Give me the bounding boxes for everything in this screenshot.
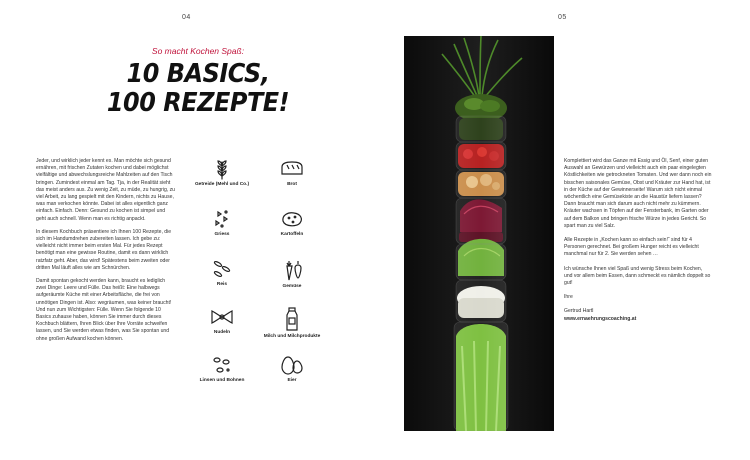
rice-icon	[192, 258, 252, 280]
website-link[interactable]: www.ernaehrungscoaching.at	[564, 315, 637, 322]
intro-paragraph: Damit spontan gekocht werden kann, braucht es lediglich zwei Dinge: Leere und Fülle. Das heißt: Eine halbwegs aufgeräumte Küche mit einer Arbeitsfläche, die frei von unnötigen Dingen ist. Also: wegräumen, was keiner braucht! Und nun zum Wichtigsten: Fülle. Wenn Sie folgende 10 Basics zuhause haben, können Sie immer durch dieses Kochbuch blättern, Ihren Blick über Ihre Vorräte schweifen lassen, und Sie werden etwas finden, was Sie spontan und ohne großen Aufwand kochen können.	[36, 278, 172, 342]
eggs-icon	[262, 354, 322, 376]
basic-item	[262, 306, 322, 340]
title-line-2: 100 REZEPTE!	[106, 88, 290, 118]
closing-paragraph: Ich wünsche Ihnen viel Spaß und wenig Stress beim Kochen, und vor allem beim Essen, dann schmeckt es nämlich doppelt so gut!	[564, 265, 711, 287]
basic-label: Griess	[214, 232, 230, 237]
basic-label: Getreide (Mehl und Co.)	[194, 182, 250, 187]
vegetable-jars-photo	[404, 36, 554, 431]
basic-item	[192, 208, 252, 238]
author-signature: Gertrud Hartl	[564, 308, 594, 315]
intro-paragraph: Jeder, und wirklich jeder kennt es. Man möchte sich gesund ernähren, mit frischen Zutaten kochen und dabei möglichst vielfältige und abwechslungsreiche Mahlzeiten auf den Tisch bringen. Zumindest einmal am Tag. Tja, in der Realität sieht das meist anders aus. Zu wenig Zeit, zu müde, zu hungrig, zu viel Arbeit, zu lang gespielt mit den Kindern, nichts zu Hause, was man verkochen könnte. Dabei ist alles eigentlich ganz einfach. Einfach. Denn: Gesund zu kochen ist simpel und geht auch schnell. Wenn man es richtig anpackt.	[36, 158, 176, 222]
basic-item	[192, 158, 252, 188]
closing-text	[564, 158, 712, 323]
closing-paragraph: Ihre	[564, 294, 573, 301]
vegetable-icon	[262, 258, 322, 282]
milk-icon	[262, 306, 322, 332]
intro-text	[36, 158, 176, 349]
grain-icon	[192, 158, 252, 180]
basic-item	[262, 158, 322, 188]
basic-item	[262, 208, 322, 238]
subtitle: So macht Kochen Spaß:	[151, 46, 245, 56]
basic-label: Eier	[287, 378, 297, 383]
title-line-1: 10 BASICS,	[126, 59, 270, 89]
basic-label: Kartoffeln	[280, 232, 304, 237]
closing-paragraph: Komplettiert wird das Ganze mit Essig und Öl, Senf, einer guten Auswahl an Gewürzen und vielleicht auch ein paar eingelegten Köstlichkeiten wie getrockneten Tomaten. Und wer dann noch ein bisschen saisonales Gemüse, Obst und Kräuter zur Hand hat, ist in der Küche auf der Gewinnerseite! Warum sich nicht einmal wöchentlich eine Gemüsekiste an die Haustür liefern lassen? Dann braucht man sich darum auch nicht mehr zu kümmern. Kräuter wachsen in Töpfen auf der Fensterbank, im Garten oder auf dem Balkon und bringen frische Würze in jedes Gericht. So spart man zu viel Salz.	[564, 158, 712, 229]
pasta-icon	[192, 306, 252, 328]
bread-icon	[262, 158, 322, 180]
page-number-right: 05	[558, 14, 567, 21]
lentils-icon	[192, 354, 252, 376]
basic-item	[192, 306, 252, 336]
basic-label: Brot	[287, 182, 297, 187]
semolina-icon	[192, 208, 252, 230]
basic-label: Linsen und Bohnen	[199, 378, 245, 383]
basic-label: Milch und Milchprodukte	[263, 334, 321, 339]
page-title	[100, 60, 295, 118]
page-number-left: 04	[182, 14, 191, 21]
basic-item	[192, 258, 252, 288]
basics-grid	[192, 158, 332, 394]
basic-label: Gemüse	[282, 284, 302, 289]
intro-paragraph: In diesem Kochbuch präsentiere ich Ihnen 100 Rezepte, die sich im Handumdrehen zubereiten lassen. Ich gebe zu: vielleicht nicht immer beim ersten Mal. Für jedes Rezept benötigt man eine gewisse Routine, damit es dann wirklich ratzfatz geht. Aber, das wird! Spätestens beim zweiten oder dritten Mal läuft alles wie am Schnürchen.	[36, 228, 172, 271]
basic-item	[262, 354, 322, 384]
closing-paragraph: Alle Rezepte in „Kochen kann so einfach sein!“ sind für 4 Personen gerechnet. Bei großem Hunger reicht es vielleicht manchmal nur für 2. Sie werden sehen …	[564, 237, 699, 258]
basic-item	[262, 258, 322, 290]
basic-item	[192, 354, 252, 384]
basic-label: Nudeln	[213, 330, 231, 335]
basic-label: Reis	[216, 282, 228, 287]
potato-icon	[262, 208, 322, 230]
